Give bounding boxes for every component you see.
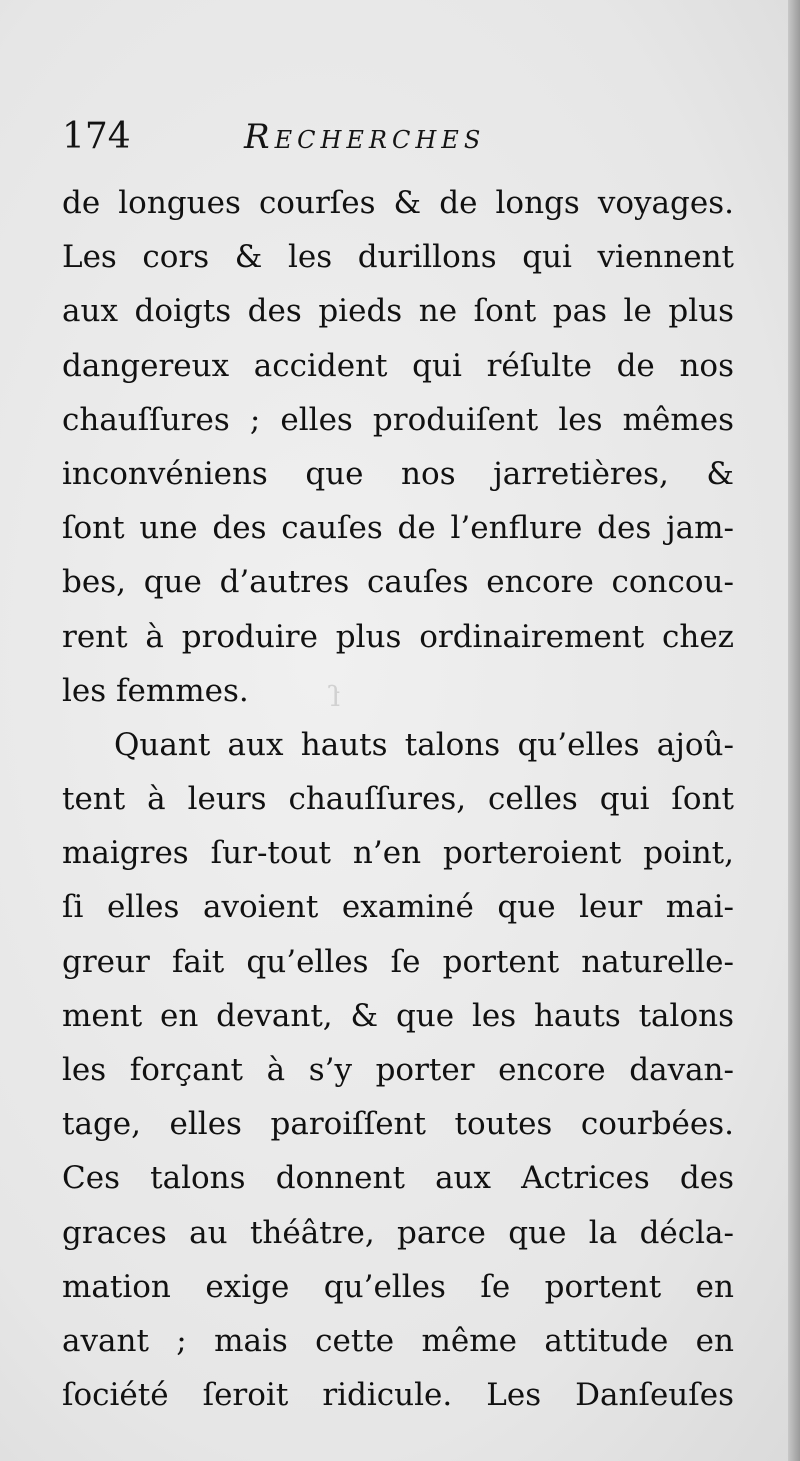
text-line: Ces talons donnent aux Actrices des [62,1160,734,1197]
text-line: les forçant à s’y porter encore davan- [62,1052,734,1088]
text-line: ſi elles avoient examiné que leur mai- [62,889,734,926]
text-line: de longues courſes & de longs voyages. [62,185,734,221]
text-line: Quant aux hauts talons qu’elles ajoû- [114,726,734,763]
page-number: 174 [62,116,131,157]
text-line: mation exige qu’elles ſe portent en [62,1268,734,1305]
text-line: bes, que d’autres cauſes encore concou- [62,564,734,601]
text-line: chauſſures ; elles produiſent les mêmes [62,401,734,438]
text-line: rent à produire plus ordinairement chez [62,618,734,655]
text-line: Les cors & les durillons qui viennent [62,239,734,276]
page-header [62,112,742,162]
text-line: aux doigts des pieds ne ſont pas le plus [62,293,734,330]
text-line: les femmes. [62,672,249,709]
body-text [62,176,734,1422]
running-head: Recherches [244,117,486,157]
bleed-through-text: ſ [330,680,341,713]
text-line: dangereux accident qui réſulte de nos [62,347,734,384]
text-line: maigres ſur-tout n’en porteroient point, [62,835,734,872]
text-line: graces au théâtre, parce que la décla- [62,1214,734,1251]
text-line: avant ; mais cette même attitude en [62,1322,734,1359]
text-line: ment en devant, & que les hauts talons [62,997,734,1034]
text-line: ſociété ſeroit ridicule. Les Danſeuſes [62,1377,734,1414]
text-line: tage, elles paroiſſent toutes courbées. [62,1106,734,1143]
page-edge-shadow [788,0,800,1461]
text-line: tent à leurs chauſſures, celles qui ſont [62,781,734,818]
text-line: inconvéniens que nos jarretières, & [62,455,734,492]
text-line: greur fait qu’elles ſe portent naturelle- [62,943,734,980]
text-line: ſont une des cauſes de l’enflure des jam- [62,510,734,547]
